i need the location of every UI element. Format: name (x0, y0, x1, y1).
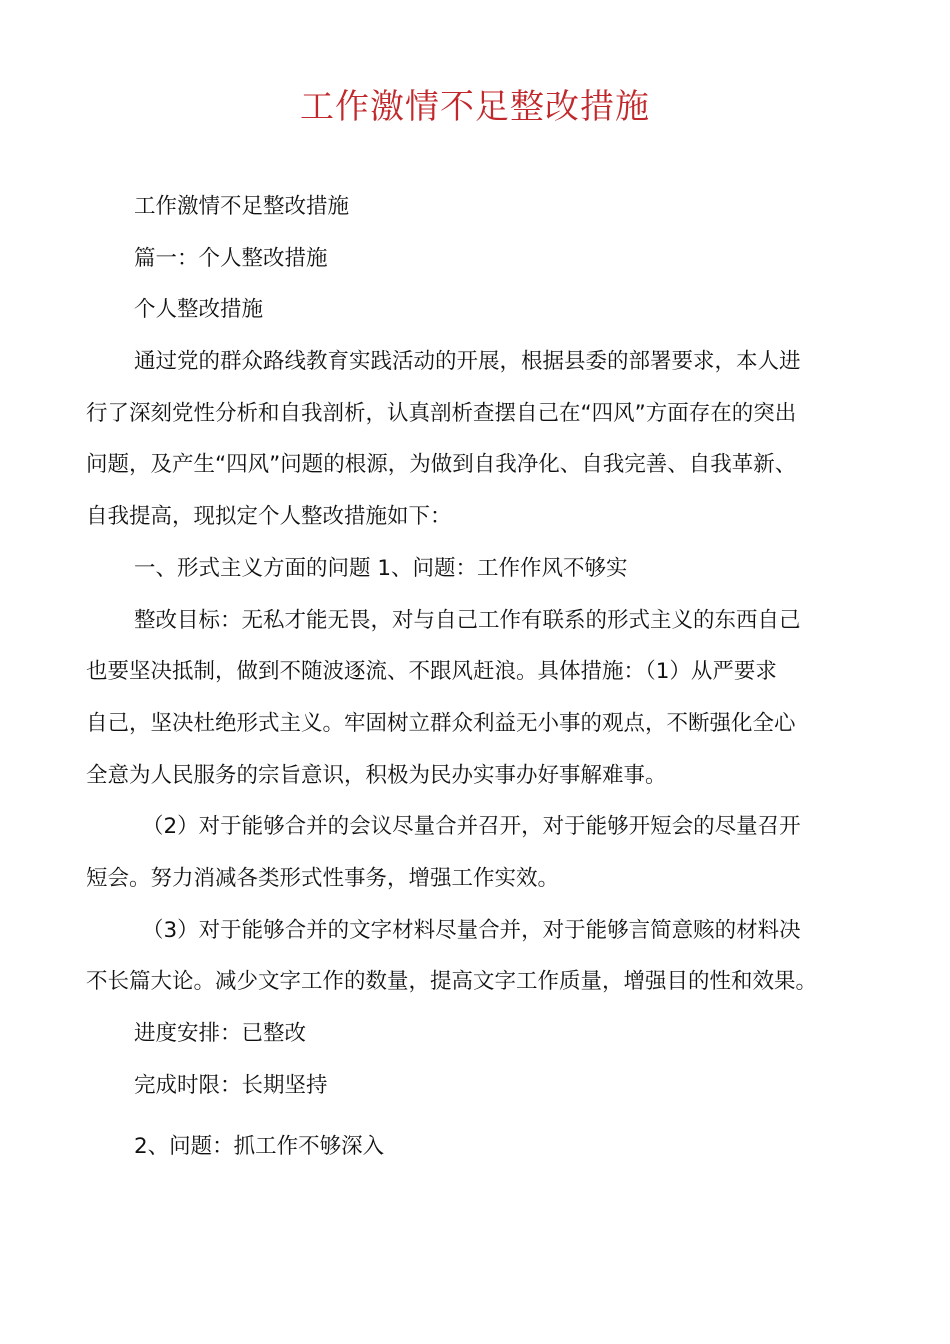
paragraph-line: 行了深刻党性分析和自我剖析，认真剖析查摆自己在“四风”方面存在的突出 (86, 400, 797, 426)
paragraph-line: （3）对于能够合并的文字材料尽量合并，对于能够言简意赅的材料决 (142, 917, 801, 943)
paragraph-line: 篇一：个人整改措施 (134, 245, 328, 271)
paragraph-line: 通过党的群众路线教育实践活动的开展，根据县委的部署要求，本人进 (134, 349, 801, 375)
paragraph-line: 个人整改措施 (134, 297, 264, 323)
paragraph-line: 自我提高，现拟定个人整改措施如下： (86, 504, 452, 530)
paragraph-line: 问题，及产生“四风”问题的根源，为做到自我净化、自我完善、自我革新、 (86, 452, 797, 478)
paragraph-line: （2）对于能够合并的会议尽量合并召开，对于能够开短会的尽量召开 (142, 814, 801, 840)
paragraph-line: 不长篇大论。减少文字工作的数量，提高文字工作质量，增强目的性和效果。 (86, 969, 818, 995)
paragraph-line: 也要坚决抵制，做到不随波逐流、不跟风赶浪。具体措施：（1）从严要求 (86, 659, 777, 685)
paragraph-line: 一、形式主义方面的问题 1、问题：工作作风不够实 (134, 555, 628, 581)
paragraph-line: 工作激情不足整改措施 (134, 194, 350, 219)
paragraph-line: 整改目标：无私才能无畏，对与自己工作有联系的形式主义的东西自己 (134, 607, 801, 633)
paragraph-line: 自己，坚决杜绝形式主义。牢固树立群众利益无小事的观点，不断强化全心 (86, 710, 796, 736)
paragraph-line: 进度安排：已整改 (134, 1021, 307, 1046)
paragraph-line: 全意为人民服务的宗旨意识，积极为民办实事办好事解难事。 (86, 762, 667, 788)
document-title: 工作激情不足整改措施 (300, 87, 650, 127)
paragraph-spacer (86, 1111, 866, 1121)
paragraph-line: 2、问题：抓工作不够深入 (134, 1134, 385, 1160)
document-body (86, 181, 866, 1173)
paragraph-line: 短会。努力消减各类形式性事务，增强工作实效。 (86, 865, 560, 891)
paragraph-line: 完成时限：长期坚持 (134, 1072, 328, 1098)
